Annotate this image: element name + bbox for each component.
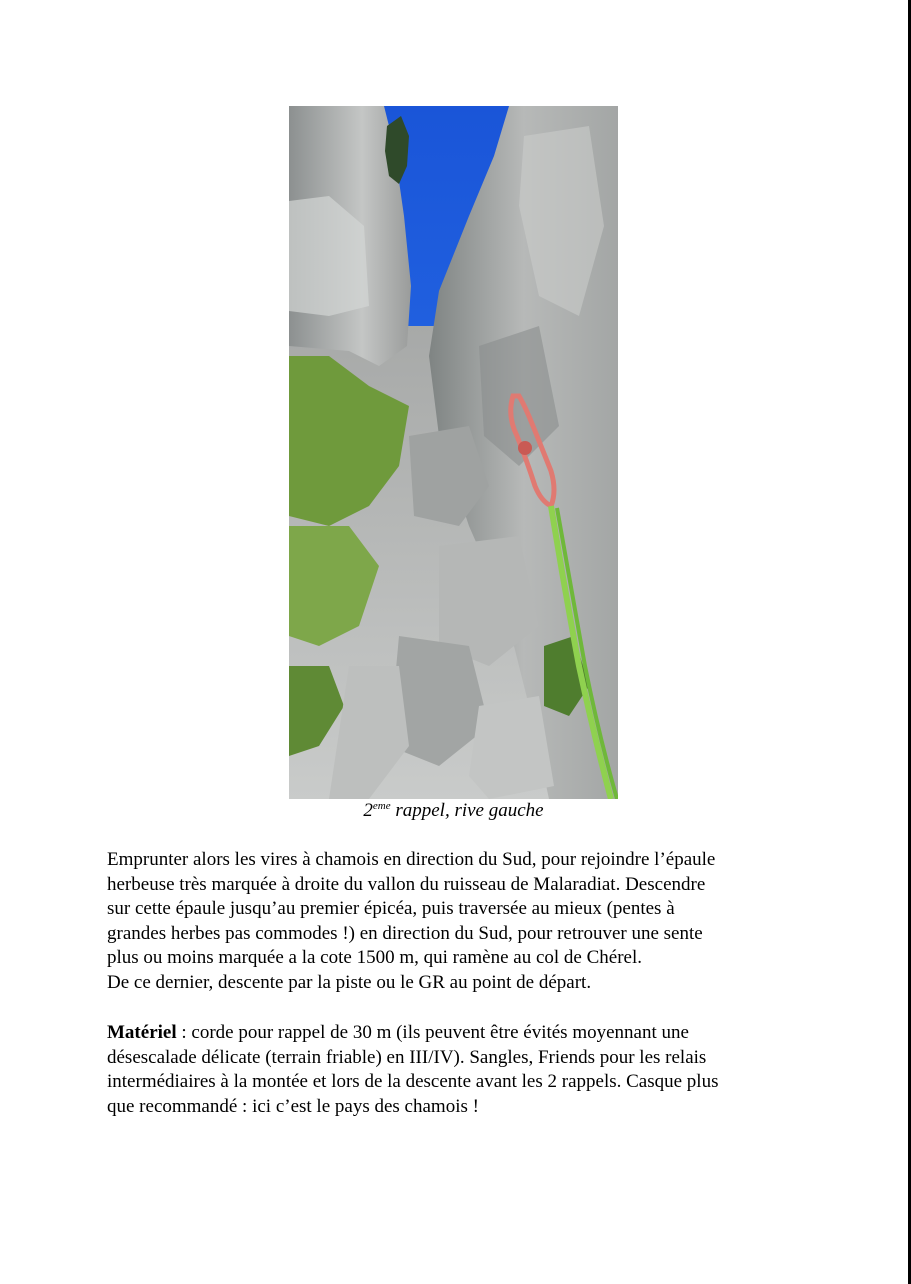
text-line: grandes herbes pas commodes !) en direction du Sud, pour retrouver une sente (107, 922, 703, 944)
text-line (107, 1021, 807, 1046)
equipment-paragraph (107, 1021, 807, 1119)
text-line: plus ou moins marquée a la cote 1500 m, qui ramène au col de Chérel. (107, 947, 643, 969)
rock-gully-image (289, 106, 618, 799)
text-line: intermédiaires à la montée et lors de la descente avant les 2 rappels. Casque plus (107, 1071, 719, 1093)
rappel-photo (289, 106, 618, 799)
photo-caption (289, 799, 618, 823)
text-line: Emprunter alors les vires à chamois en direction du Sud, pour rejoindre l’épaule (107, 849, 716, 870)
caption-text: rappel, rive gauche (390, 800, 544, 821)
descent-paragraph (107, 848, 807, 996)
text-line: herbeuse très marquée à droite du vallon du ruisseau de Malaradiat. Descendre (107, 873, 706, 895)
text-line: que recommandé : ici c’est le pays des chamois ! (107, 1095, 479, 1117)
caption-ordinal-suffix: eme (372, 800, 391, 812)
caption-ordinal: 2 (363, 800, 373, 821)
text-line: désescalade délicate (terrain friable) en III/IV). Sangles, Friends pour les relais (107, 1046, 707, 1068)
text-line: De ce dernier, descente par la piste ou le GR au point de départ. (107, 971, 592, 993)
equipment-label: Matériel (107, 1022, 177, 1043)
equipment-first-line: : corde pour rappel de 30 m (ils peuvent être évités moyennant une (176, 1022, 689, 1043)
text-line: sur cette épaule jusqu’au premier épicéa, puis traversée au mieux (pentes à (107, 898, 675, 920)
